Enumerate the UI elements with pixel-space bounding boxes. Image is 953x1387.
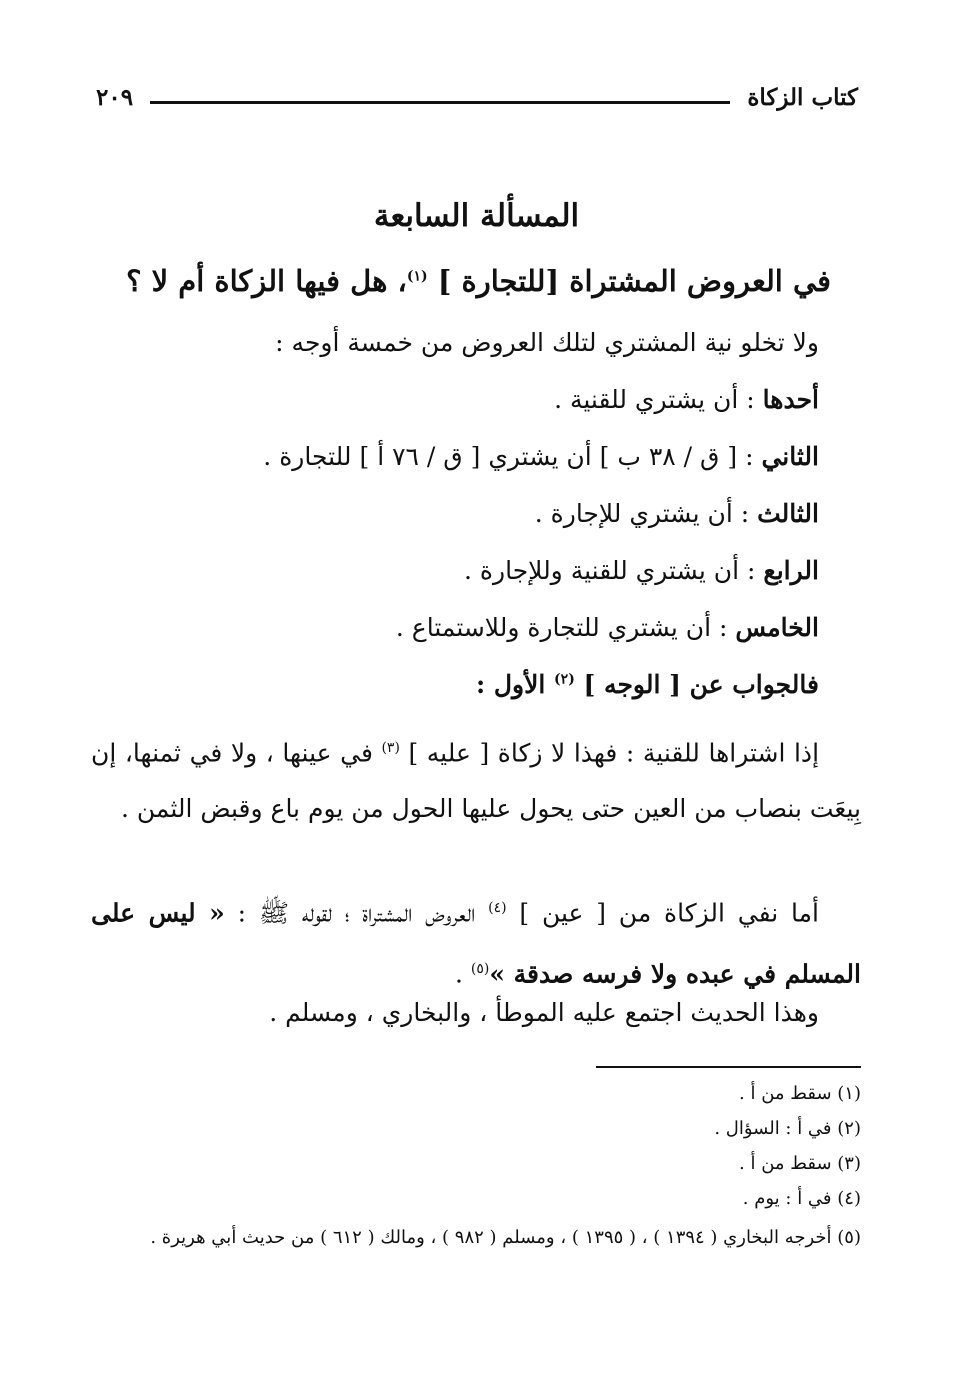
list-item (554, 385, 819, 414)
item-text: : [ ق / ٣٨ ب ] أن يشتري [ ق / ٧٦ أ ] للتجارة . (263, 442, 762, 471)
hadith-quote: « ليس على المسلم في عبده ولا فرسه صدقة » (91, 898, 861, 989)
running-header (96, 84, 858, 124)
item-text: : أن يشتري للقنية وللإجارة . (464, 556, 764, 585)
footnote-text: سقط من أ . (739, 1083, 838, 1104)
list-item (396, 613, 819, 642)
footnote (714, 1118, 861, 1139)
footnote-ref-5: (٥) (470, 961, 490, 978)
footnote-number: (٢) (837, 1118, 861, 1139)
intro-line: ولا تخلو نية المشتري لتلك العروض من خمسة أوجه : (275, 328, 819, 357)
item-label: الثاني (761, 442, 819, 471)
footnote-text: في أ : يوم . (742, 1188, 838, 1209)
footnote-number: (٤) (837, 1188, 861, 1209)
list-item (464, 556, 819, 585)
footnote-text: سقط من أ . (739, 1153, 838, 1174)
para2-part2: العروض المشتراة ؛ لقوله ﷺ : (224, 898, 489, 928)
item-label: أحدها (762, 385, 819, 414)
footnote-ref-3: (٣) (381, 740, 400, 756)
item-text: : أن يشتري للإجارة . (534, 499, 758, 528)
footnote-ref-2: (٢) (554, 671, 575, 688)
question-tail: ، هل فيها الزكاة أم لا ؟ (126, 264, 407, 298)
paragraph-1 (91, 720, 861, 837)
paragraph-3: وهذا الحديث اجتمع عليه الموطأ ، والبخاري ، ومسلم . (269, 998, 819, 1027)
footnote-number: (٥) (837, 1227, 861, 1248)
page-number: ٢٠٩ (96, 84, 134, 111)
answer-heading (476, 670, 819, 699)
footnote-ref-4: (٤) (488, 900, 507, 916)
item-label: الثالث (757, 499, 819, 528)
question-heading (126, 264, 831, 298)
footnote-text: أخرجه البخاري ( ١٣٩٤ ) ، ( ١٣٩٥ ) ، ومسلم ( ٩٨٢ ) ، ومالك ( ٦١٢ ) من حديث أبي هريرة . (150, 1227, 838, 1248)
book-title: كتاب الزكاة (747, 84, 858, 111)
list-item (263, 442, 819, 471)
item-text: : أن يشتري للقنية . (554, 385, 763, 414)
footnote (739, 1153, 861, 1174)
answer-heading-end: الأول : (475, 670, 555, 699)
list-item (535, 499, 819, 528)
footnote-number: (١) (837, 1083, 861, 1104)
answer-heading-start: فالجواب عن [ الوجه ] (574, 670, 819, 699)
para1-part2: في عينها ، ولا في ثمنها، إن بِيعَت بنصاب من العين حتى يحول عليها الحول من يوم باع وقبض الثمن . (91, 738, 861, 824)
para1-part1: إذا اشتراها للقنية : فهذا لا زكاة [ عليه ] (399, 738, 820, 768)
footnote (743, 1188, 861, 1209)
para2-end: . (454, 959, 471, 989)
footnote-separator (596, 1066, 861, 1068)
footnote-number: (٣) (837, 1153, 861, 1174)
footnote-text: في أ : السؤال . (714, 1118, 838, 1139)
item-label: الرابع (763, 556, 819, 585)
question-text: في العروض المشتراة [للتجارة ] (427, 264, 831, 298)
footnote-ref-1: (١) (406, 268, 428, 285)
header-rule (150, 101, 730, 104)
item-label: الخامس (735, 613, 819, 642)
para2-part1: أما نفي الزكاة من [ عين ] (506, 898, 819, 928)
item-text: : أن يشتري للتجارة وللاستمتاع . (395, 613, 736, 642)
paragraph-2 (91, 880, 861, 1003)
section-title: المسألة السابعة (373, 198, 580, 234)
footnote (91, 1222, 861, 1254)
footnote (739, 1083, 861, 1104)
